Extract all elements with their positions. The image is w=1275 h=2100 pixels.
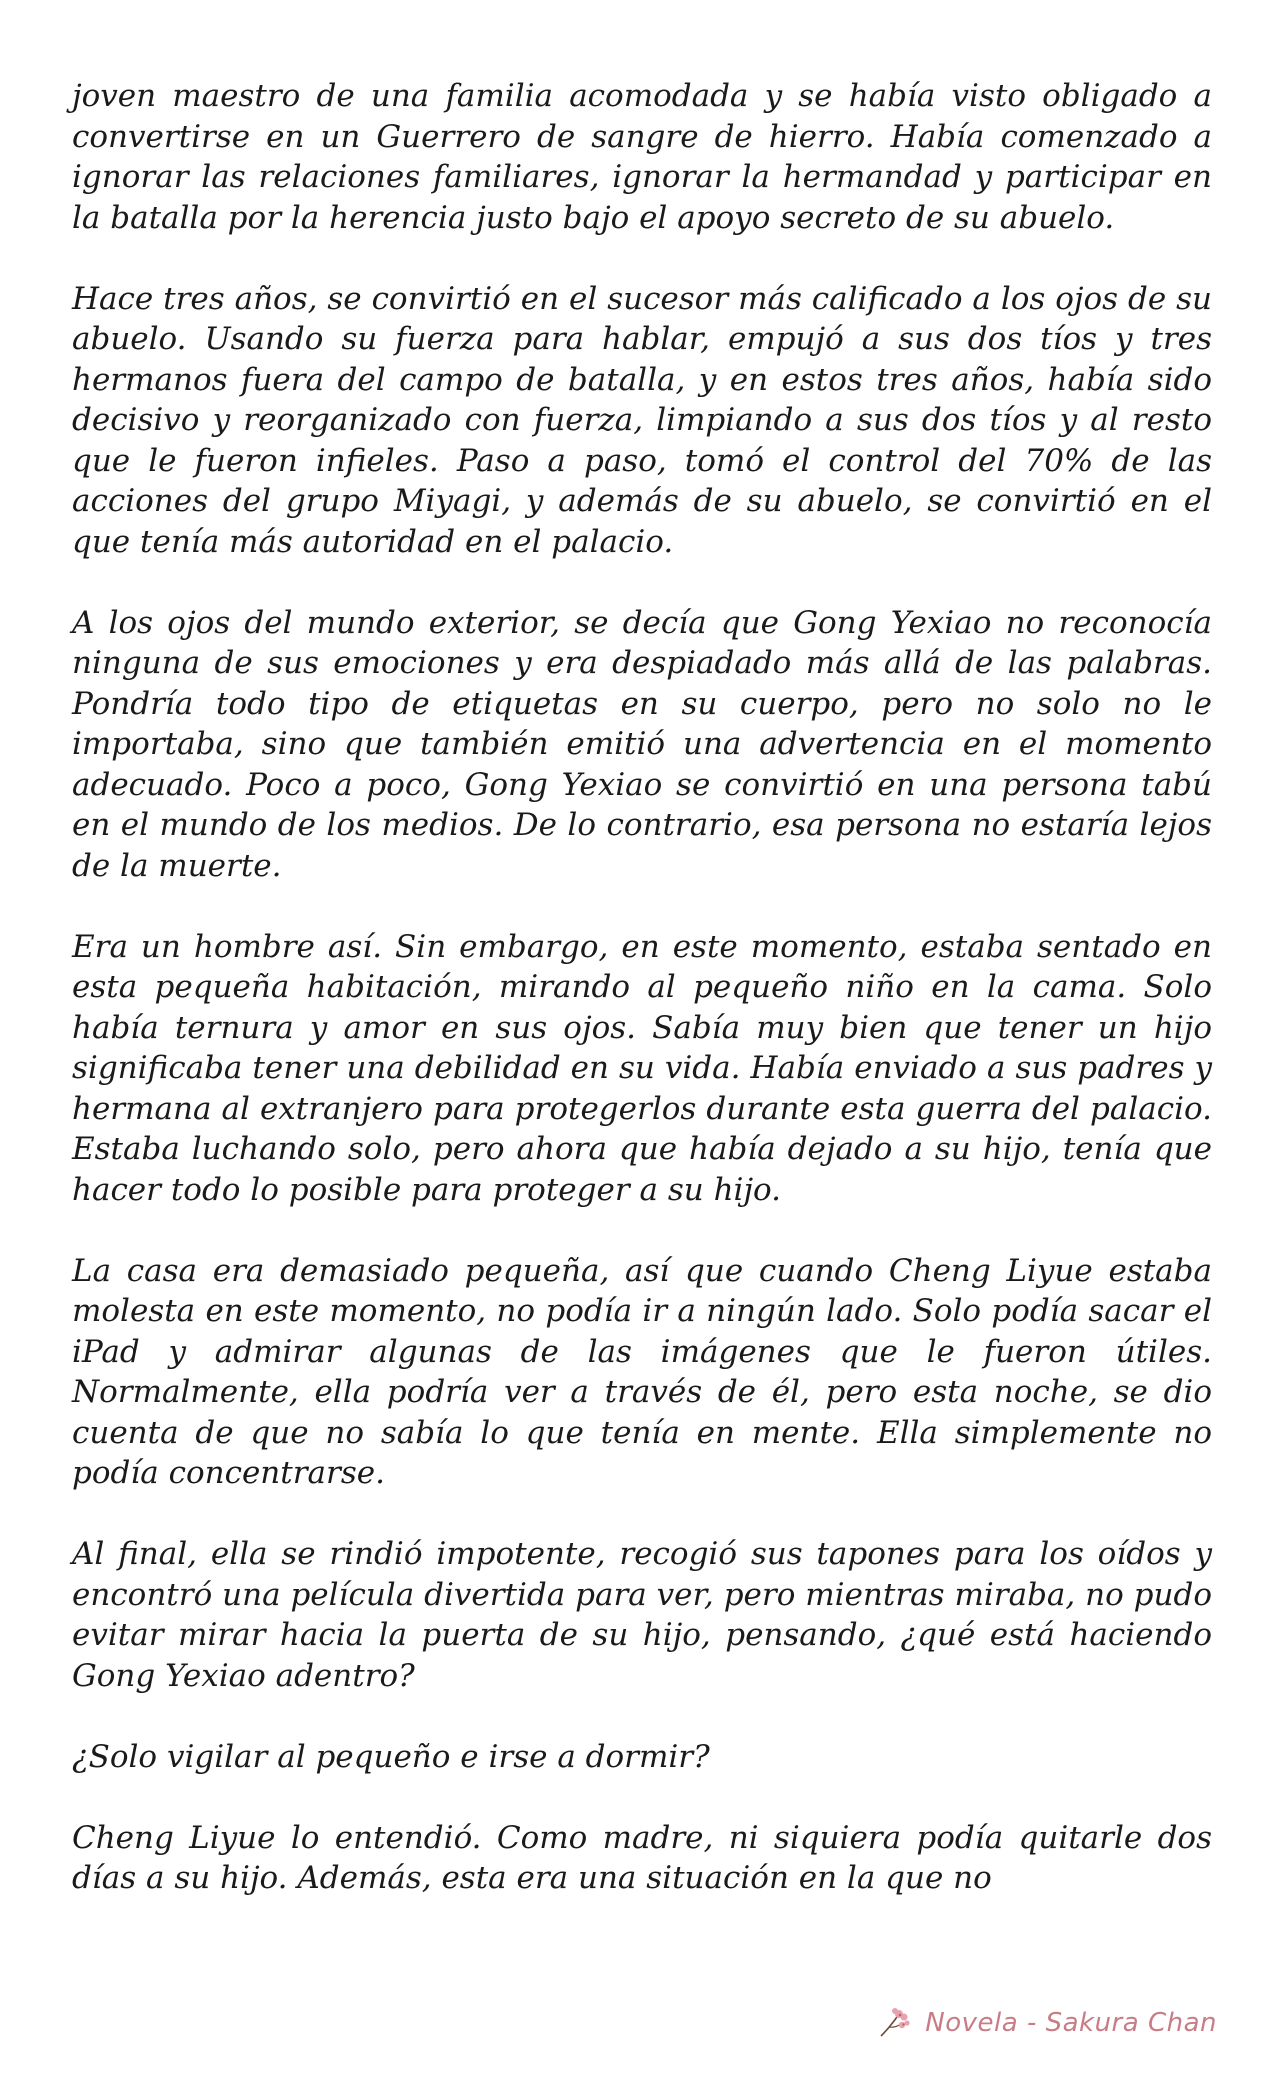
paragraph-6: Al final, ella se rindió impotente, recogió sus tapones para los oídos y encontró una película divertida para ver, pero mientras miraba, no pudo evitar mirar hacia la puerta de su hijo, pensando, ¿qué está haciendo Gong Yexiao adentro? (72, 1536, 1212, 1694)
paragraph-8: Cheng Liyue lo entendió. Como madre, ni siquiera podía quitarle dos días a su hijo. Además, esta era una situación en la que no (72, 1819, 1212, 1896)
paragraph-2: Hace tres años, se convirtió en el sucesor más calificado a los ojos de su abuelo. Usando su fuerza para hablar, empujó a sus dos tíos y tres hermanos fuera del campo de batalla, y en estos tres años, había sido decisivo y reorganizado con fuerza, limpiando a sus dos tíos y al resto que le fueron infieles. Paso a paso, tomó el control del 70% de las acciones del grupo Miyagi, y además de su abuelo, se convirtió en el que tenía más autoridad en el palacio. (72, 280, 1212, 560)
watermark-text: Novela - Sakura Chan (925, 2008, 1217, 2038)
cherry-blossom-icon (877, 2006, 915, 2040)
watermark (877, 2003, 1217, 2043)
paragraph-3: A los ojos del mundo exterior, se decía que Gong Yexiao no reconocía ninguna de sus emociones y era despiadado más allá de las palabras. Pondría todo tipo de etiquetas en su cuerpo, pero no solo no le importaba, sino que también emitió una advertencia en el momento adecuado. Poco a poco, Gong Yexiao se convirtió en una persona tabú en el mundo de los medios. De lo contrario, esa persona no estaría lejos de la muerte. (72, 604, 1212, 884)
document-body (72, 76, 1212, 1939)
paragraph-1: joven maestro de una familia acomodada y se había visto obligado a convertirse en un Guerrero de sangre de hierro. Había comenzado a ignorar las relaciones familiares, ignorar la hermandad y participar en la batalla por la herencia justo bajo el apoyo secreto de su abuelo. (72, 78, 1212, 236)
paragraph-5: La casa era demasiado pequeña, así que cuando Cheng Liyue estaba molesta en este momento, no podía ir a ningún lado. Solo podía sacar el iPad y admirar algunas de las imágenes que le fueron útiles. Normalmente, ella podría ver a través de él, pero esta noche, se dio cuenta de que no sabía lo que tenía en mente. Ella simplemente no podía concentrarse. (72, 1252, 1212, 1491)
paragraph-4: Era un hombre así. Sin embargo, en este momento, estaba sentado en esta pequeña habitación, mirando al pequeño niño en la cama. Solo había ternura y amor en sus ojos. Sabía muy bien que tener un hijo significaba tener una debilidad en su vida. Había enviado a sus padres y hermana al extranjero para protegerlos durante esta guerra del palacio. Estaba luchando solo, pero ahora que había dejado a su hijo, tenía que hacer todo lo posible para proteger a su hijo. (72, 928, 1212, 1208)
paragraph-7: ¿Solo vigilar al pequeño e irse a dormir? (72, 1738, 710, 1775)
